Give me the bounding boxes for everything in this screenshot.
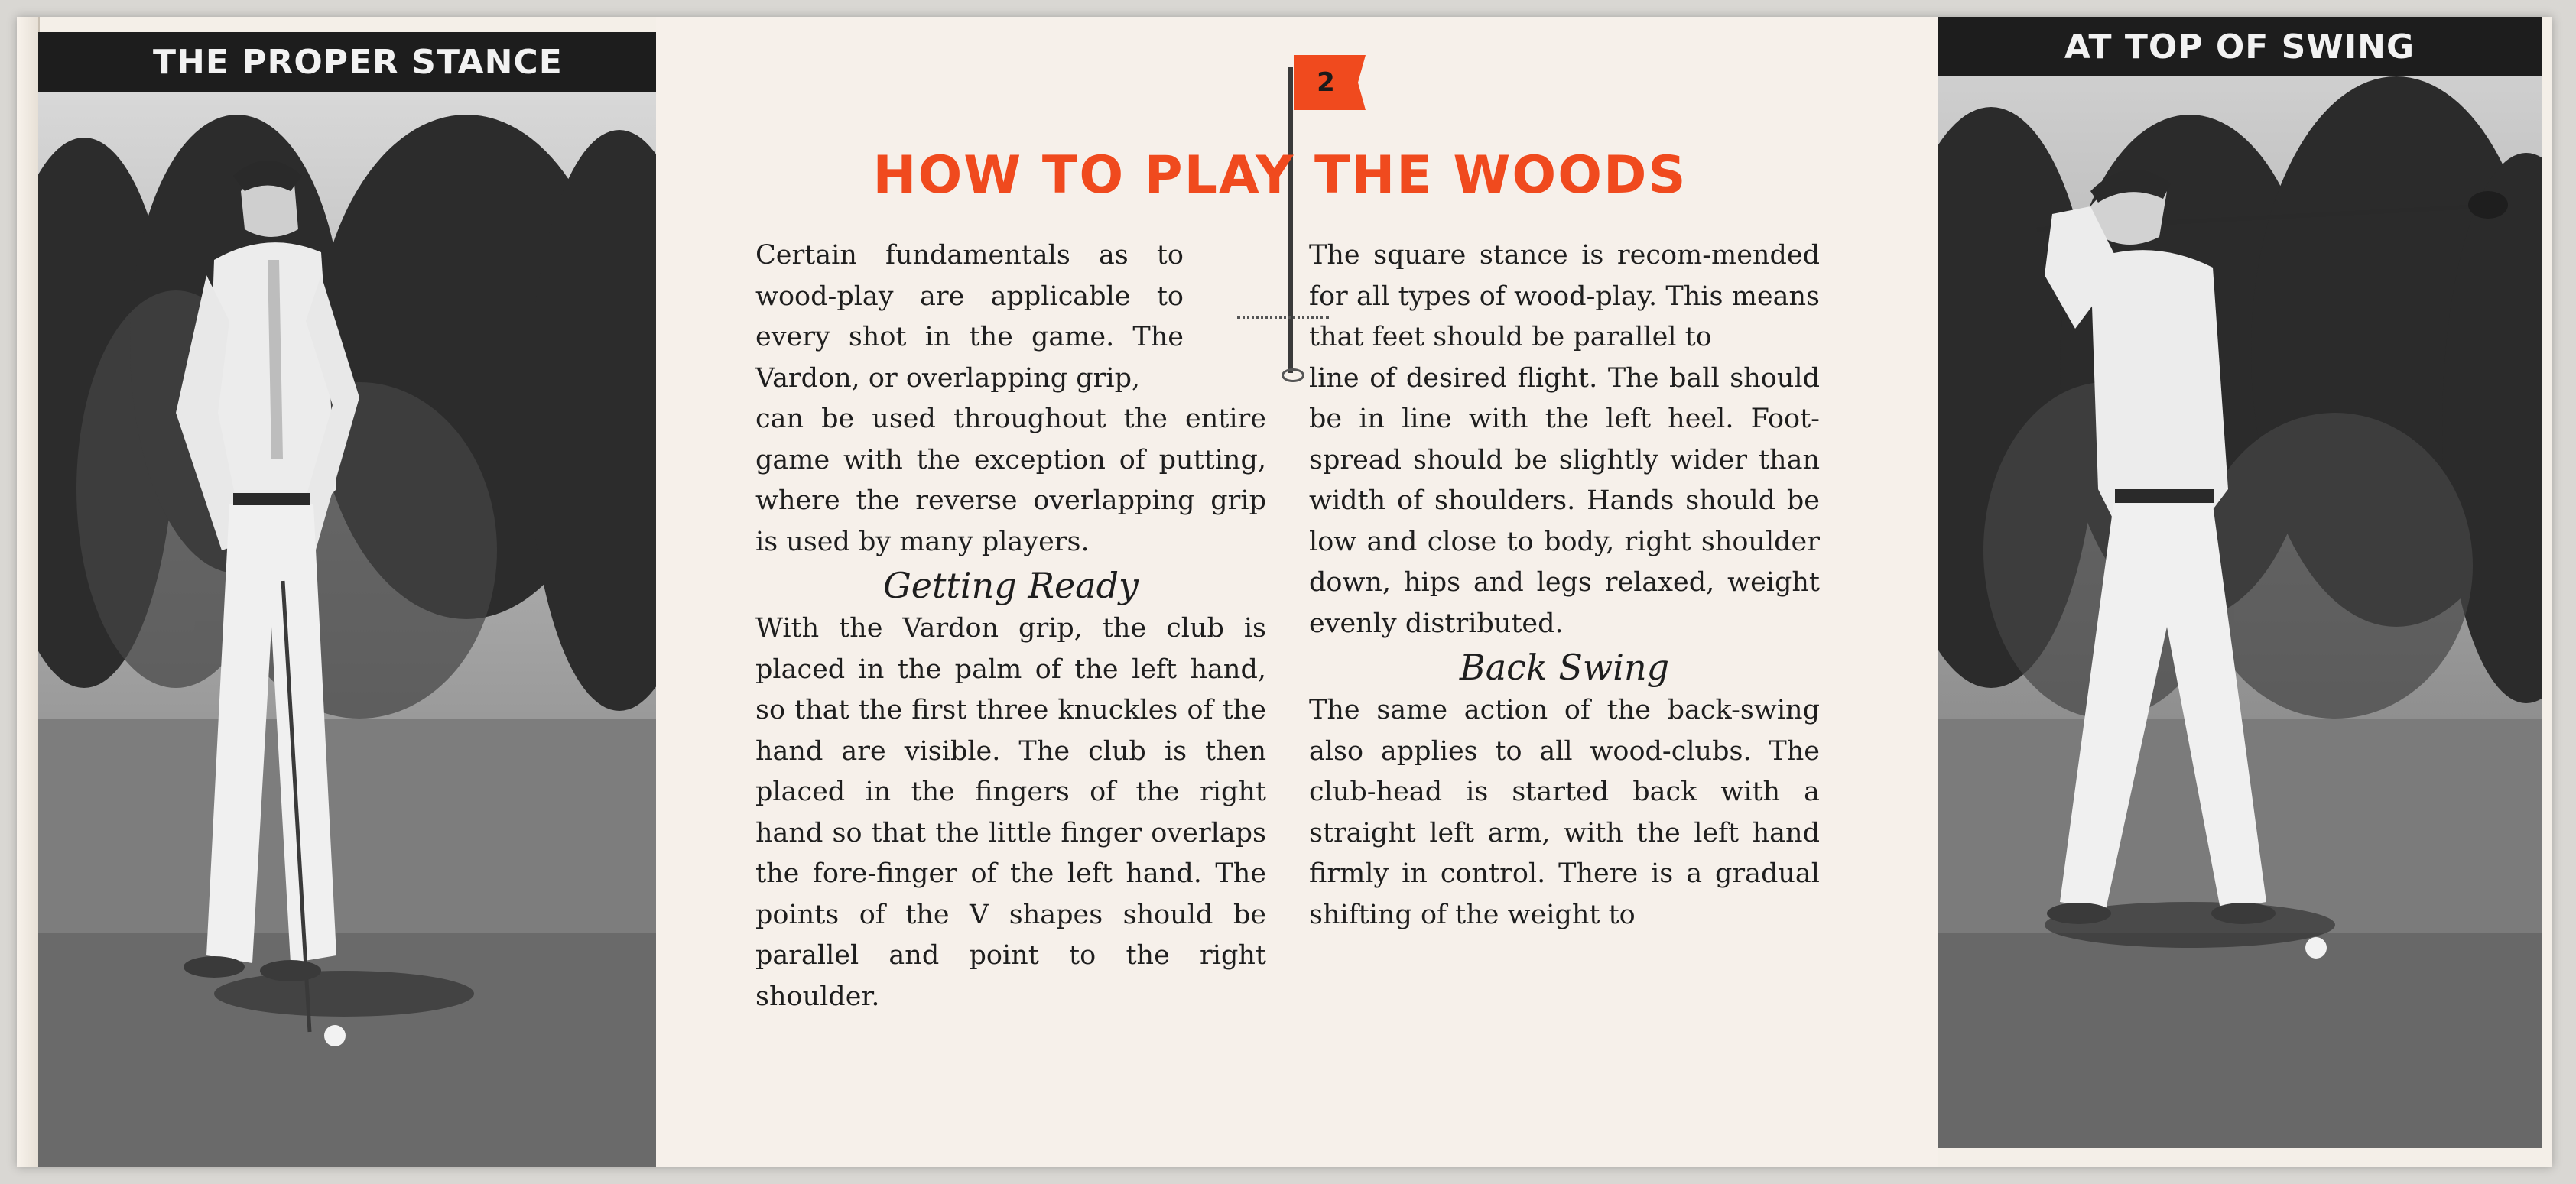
column-2-intro: line of desired flight. The ball should be in line with the left heel. Foot-spread should be slightly wider than width of shoulders. Hands should be low and close to body, right shoulder down, hips and legs relaxed, weight evenly distributed. <box>1309 362 1820 639</box>
column-1 <box>755 235 1266 1017</box>
page-number: 2 <box>1317 67 1335 98</box>
flag-pole-icon <box>1288 67 1293 373</box>
column-1-intro-indented: Certain fundamentals as to wood-play are applicable to every shot in the game. The Vardon, or overlapping grip, <box>755 240 1184 394</box>
golf-cup-icon <box>1282 368 1304 382</box>
right-photo-panel <box>1938 17 2542 1148</box>
binding-edge <box>17 17 40 1167</box>
left-photo-panel <box>38 32 656 1167</box>
hole-flag-icon <box>1294 55 1358 110</box>
stance-photo <box>38 92 656 1167</box>
right-banner: AT TOP OF SWING <box>1938 17 2542 76</box>
column-2-body: The same action of the back-swing also applies to all wood-clubs. The club-head is started back with a straight left arm, with the left hand firmly in control. There is a gradual shifting of the weight to <box>1309 695 1820 930</box>
back-swing-heading: Back Swing <box>1459 647 1670 688</box>
column-2-intro-indented: The square stance is recom-mended for all types of wood-play. This means that feet should be parallel to <box>1309 240 1820 352</box>
left-banner: THE PROPER STANCE <box>38 32 656 92</box>
column-2 <box>1309 235 1820 936</box>
column-1-intro: can be used throughout the entire game with the exception of putting, where the reverse overlapping grip is used by many players. <box>755 404 1266 557</box>
page-title: HOW TO PLAY THE WOODS <box>872 145 1688 206</box>
getting-ready-heading: Getting Ready <box>882 565 1139 606</box>
column-1-body: With the Vardon grip, the club is placed in the palm of the left hand, so that the first three knuckles of the hand are visible. The club is then placed in the fingers of the right hand so that the little finger overlaps the fore-finger of the left hand. The points of the V shapes should be parallel and point to the right shoulder. <box>755 613 1266 1012</box>
top-of-swing-photo <box>1938 76 2542 1148</box>
